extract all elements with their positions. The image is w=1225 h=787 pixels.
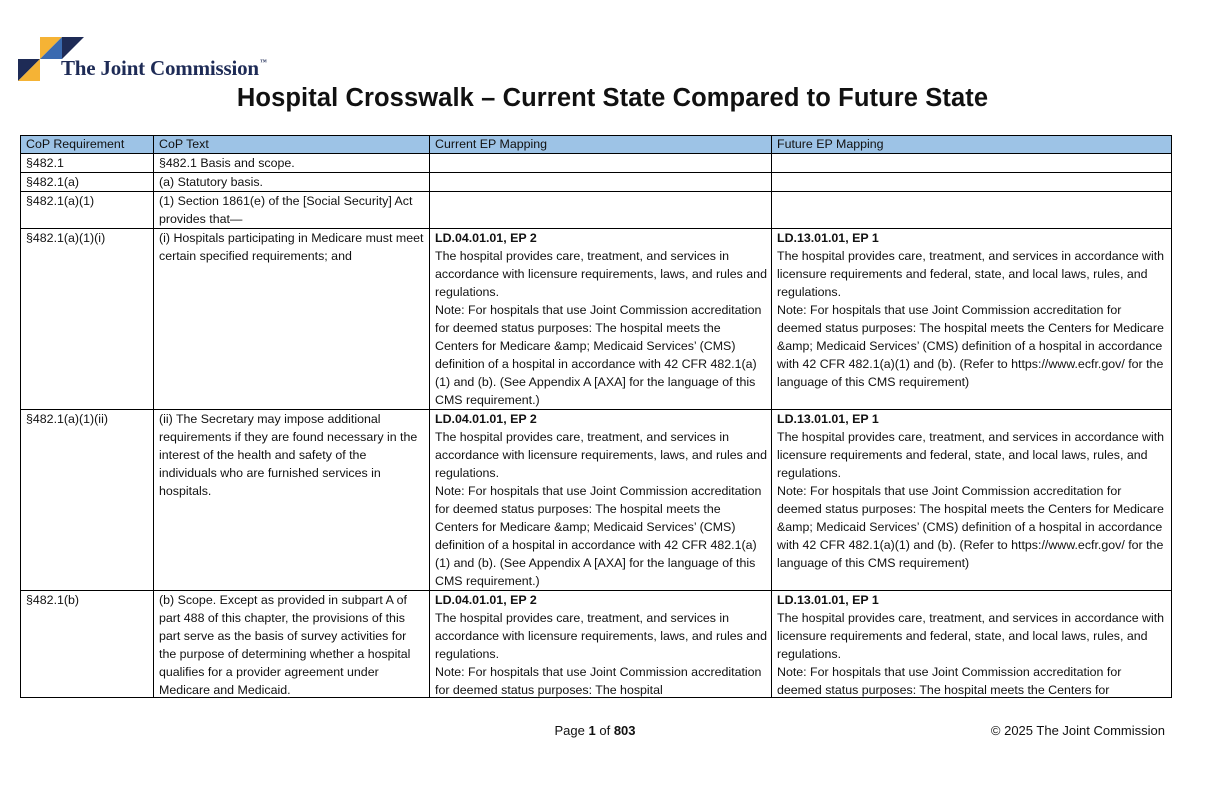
cop-requirement-cell: §482.1 <box>21 154 154 173</box>
table-header-row <box>21 136 1172 154</box>
cop-requirement-cell: §482.1(a)(1)(i) <box>21 229 154 410</box>
future-ep-cell <box>772 192 1172 229</box>
ep-code: LD.04.01.01, EP 2 <box>435 412 537 426</box>
column-header-future-ep-mapping: Future EP Mapping <box>772 136 1172 154</box>
ep-content <box>435 591 767 697</box>
copyright-notice: © 2025 The Joint Commission <box>990 723 1165 738</box>
table-row <box>21 591 1172 698</box>
ep-note: Note: For hospitals that use Joint Commission accreditation for deemed status purposes: The hospital meets the Centers for Medicare &amp; Medicaid Services’ (CMS) definition of a hospital in accordance with 42 CFR 482.1(a)(1) and (b). (See Appendix A [AXA] for the language of this CMS requirement.) <box>435 484 762 588</box>
ep-code: LD.13.01.01, EP 1 <box>777 593 879 607</box>
ep-description: The hospital provides care, treatment, and services in accordance with licensure requirements, laws, and rules and regulations. <box>435 611 767 661</box>
column-header-cop-requirement: CoP Requirement <box>21 136 154 154</box>
table-row <box>21 229 1172 410</box>
page-current: 1 <box>588 723 596 738</box>
current-ep-cell <box>430 173 772 192</box>
logo-wordmark: The Joint Commission™ <box>61 56 267 80</box>
crosswalk-table <box>20 135 1172 698</box>
column-header-current-ep-mapping: Current EP Mapping <box>430 136 772 154</box>
table-row <box>21 154 1172 173</box>
future-ep-cell <box>772 591 1172 698</box>
joint-commission-logo <box>18 37 288 83</box>
ep-code: LD.04.01.01, EP 2 <box>435 593 537 607</box>
ep-description: The hospital provides care, treatment, and services in accordance with licensure requirements and federal, state, and local laws, rules, and regulations. <box>777 249 1165 299</box>
cop-text-cell: (1) Section 1861(e) of the [Social Security] Act provides that— <box>154 192 430 229</box>
ep-description: The hospital provides care, treatment, and services in accordance with licensure requirements, laws, and rules and regulations. <box>435 430 767 480</box>
document-title: Hospital Crosswalk – Current State Compared to Future State <box>236 84 989 112</box>
ep-code: LD.04.01.01, EP 2 <box>435 231 537 245</box>
table-row <box>21 410 1172 591</box>
cop-text-cell: (a) Statutory basis. <box>154 173 430 192</box>
ep-description: The hospital provides care, treatment, and services in accordance with licensure requirements and federal, state, and local laws, rules, and regulations. <box>777 611 1165 661</box>
cop-requirement-cell: §482.1(a) <box>21 173 154 192</box>
ep-note: Note: For hospitals that use Joint Commission accreditation for deemed status purposes: The hospital meets the Centers for Medicare &amp; Medicaid Services’ (CMS) definition of a hospital in accordance with 42 CFR 482.1(a)(1) and (b). (Refer to https://www.ecfr.gov/ for the language of this CMS requirement) <box>777 303 1164 389</box>
table-row <box>21 192 1172 229</box>
future-ep-cell <box>772 410 1172 591</box>
future-ep-cell <box>772 229 1172 410</box>
current-ep-cell <box>430 410 772 591</box>
ep-content <box>777 591 1167 697</box>
current-ep-cell <box>430 229 772 410</box>
ep-description: The hospital provides care, treatment, and services in accordance with licensure requirements and federal, state, and local laws, rules, and regulations. <box>777 430 1165 480</box>
future-ep-cell <box>772 154 1172 173</box>
column-header-cop-text: CoP Text <box>154 136 430 154</box>
page-number: Page 1 of 803 <box>554 723 636 738</box>
cop-text: (b) Scope. Except as provided in subpart A of part 488 of this chapter, the provisions of this part serve as the basis of survey activities for the purpose of determining whether a hospital qualifies for a provider agreement under Medicare and Medicaid. <box>159 593 411 697</box>
ep-note: Note: For hospitals that use Joint Commission accreditation for deemed status purposes: The hospital meets the Centers for Medicare &amp; Medicaid Services’ (CMS) definition of a hospital in accordance with 42 CFR 482.1(a)(1) and (b). (Refer to https://www.ecfr.gov/ for the language of this CMS requirement) <box>777 484 1164 570</box>
ep-code: LD.13.01.01, EP 1 <box>777 412 879 426</box>
page-total: 803 <box>613 723 636 738</box>
ep-note: Note: For hospitals that use Joint Commission accreditation for deemed status purposes: The hospital meets the Centers for Medicare &amp; Medicaid Services’ (CMS) definition of a hospital in accordance with 42 CFR 482.1(a)(1) and (b). (See Appendix A [AXA] for the language of this CMS requirement.) <box>435 303 762 407</box>
ep-note: Note: For hospitals that use Joint Commission accreditation for deemed status purposes: The hospital <box>435 665 762 697</box>
table-row <box>21 173 1172 192</box>
cop-text-cell: (ii) The Secretary may impose additional requirements if they are found necessary in the interest of the health and safety of the individuals who are furnished services in hospitals. <box>154 410 430 591</box>
current-ep-cell <box>430 192 772 229</box>
ep-description: The hospital provides care, treatment, and services in accordance with licensure requirements, laws, and rules and regulations. <box>435 249 767 299</box>
trademark-symbol: ™ <box>259 58 267 66</box>
ep-code: LD.13.01.01, EP 1 <box>777 231 879 245</box>
cop-requirement-cell: §482.1(a)(1)(ii) <box>21 410 154 591</box>
cop-text-cell: (i) Hospitals participating in Medicare must meet certain specified requirements; and <box>154 229 430 410</box>
ep-note: Note: For hospitals that use Joint Commission accreditation for deemed status purposes: The hospital meets the Centers for <box>777 665 1122 697</box>
cop-requirement-cell: §482.1(b) <box>21 591 154 698</box>
cop-requirement-cell: §482.1(a)(1) <box>21 192 154 229</box>
current-ep-cell <box>430 591 772 698</box>
future-ep-cell <box>772 173 1172 192</box>
current-ep-cell <box>430 154 772 173</box>
cop-text-cell <box>154 591 430 698</box>
cop-text-cell: §482.1 Basis and scope. <box>154 154 430 173</box>
